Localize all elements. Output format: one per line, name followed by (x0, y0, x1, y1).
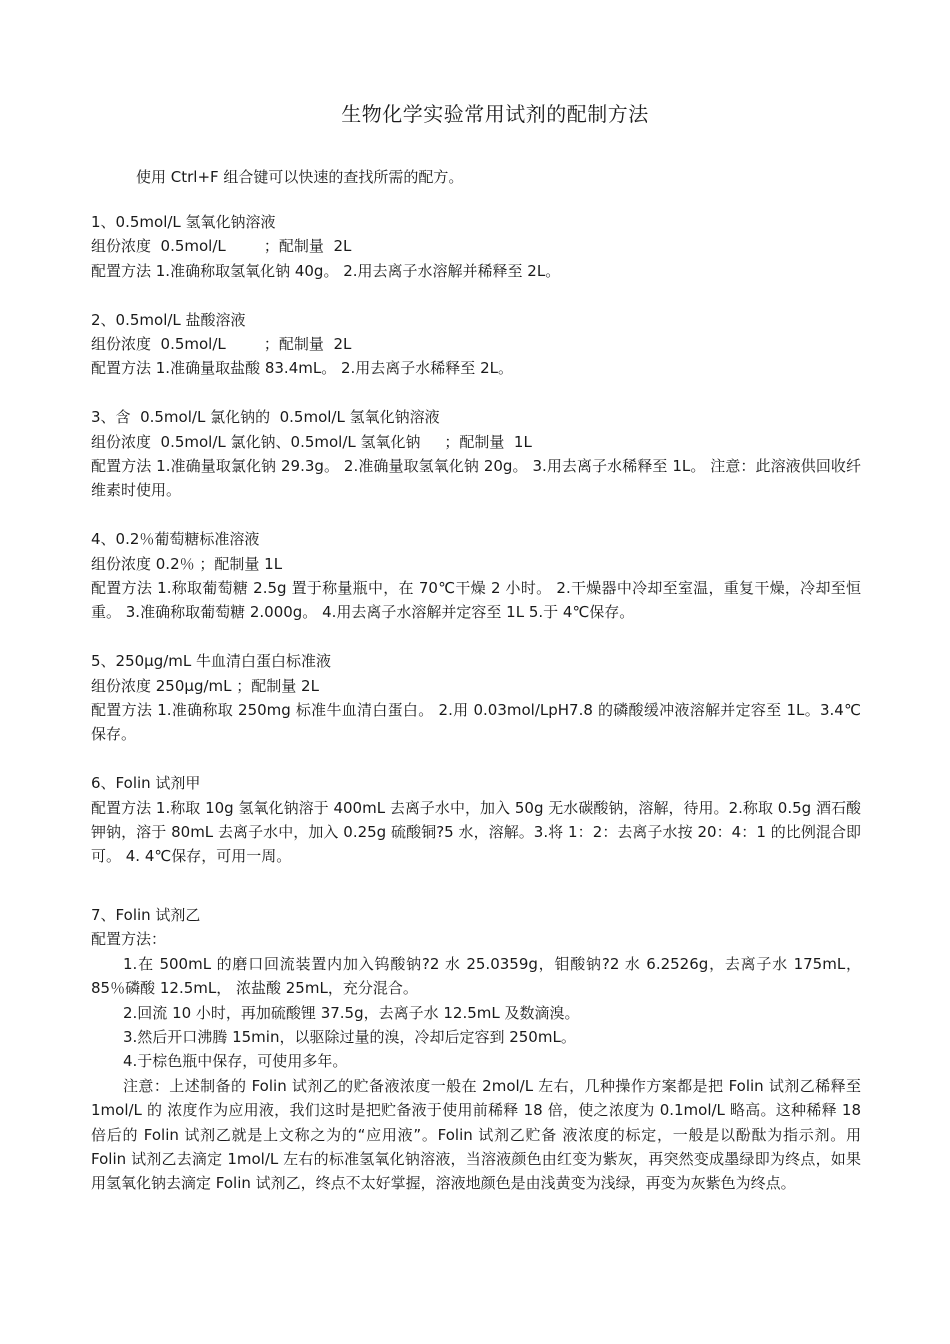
section-heading: 1、0.5mol/L 氢氧化钠溶液 (91, 213, 276, 231)
section-2 (91, 308, 861, 381)
section-3 (91, 405, 861, 503)
section-line: 配置方法 1.准确量取氯化钠 29.3g。 2.准确量取氢氧化钠 20g。 3.用去离子水稀释至 1L。 注意：此溶液供回收纤维素时使用。 (91, 457, 861, 500)
document-body (91, 210, 861, 1220)
intro-text: 使用 Ctrl+F 组合键可以快速的查找所需的配方。 (136, 168, 464, 186)
section-heading: 3、含 0.5mol/L 氯化钠的 0.5mol/L 氢氧化钠溶液 (91, 408, 440, 427)
section-heading: 6、Folin 试剂甲 (91, 774, 201, 793)
section-heading: 2、0.5mol/L 盐酸溶液 (91, 310, 246, 329)
section-line: 配置方法 1.准确称取 250mg 标准牛血清白蛋白。 2.用 0.03mol/LpH7.8 的磷酸缓冲液溶解并定容至 1L。3.4℃保存。 (91, 701, 861, 744)
section-line: 组份浓度 0.5mol/L ；配制量 2L (91, 237, 352, 256)
section-1 (91, 210, 861, 283)
method-label: 配置方法： (91, 930, 167, 949)
section-line: 配置方法 1.称取葡萄糖 2.5g 置于称量瓶中，在 70℃干燥 2 小时。 2.干燥器中冷却至室温，重复干燥，冷却至恒重。 3.准确称取葡萄糖 2.000g。 4.用去离子水溶解并定容至 1L 5.于 4℃保存。 (91, 579, 861, 622)
section-4 (91, 527, 861, 625)
step-line: 4.于棕色瓶中保存，可使用多年。 (123, 1052, 348, 1071)
section-line: 配置方法 1.称取 10g 氢氧化钠溶于 400mL 去离子水中，加入 50g 无水碳酸钠，溶解，待用。2.称取 0.5g 酒石酸钾钠，溶于 80mL 去离子水中，加入 0.25g 硫酸铜?5 水，溶解。3.将 1：2：去离子水按 20：4：1 的比例混合即可。 4. 4℃保存，可用一周。 (91, 798, 861, 866)
section-line: 配置方法 1.准确量取盐酸 83.4mL。 2.用去离子水稀释至 2L。 (91, 359, 513, 378)
section-line: 组份浓度 0.5mol/L ；配制量 2L (91, 335, 352, 354)
section-heading: 5、250μg/mL 牛血清白蛋白标准液 (91, 652, 332, 671)
section-heading: 7、Folin 试剂乙 (91, 905, 201, 924)
note-paragraph: 注意：上述制备的 Folin 试剂乙的贮备液浓度一般在 2mol/L 左右，几种操作方案都是把 Folin 试剂乙稀释至 1mol/L 的 浓度作为应用液，我们这时是把贮备液于使用前稀释 18 倍，使之浓度为 0.1mol/L 略高。这种稀释 18 倍后的 Folin 试剂乙就是上文称之为的“应用液”。Folin 试剂乙贮备 液浓度的标定，一般是以酚酞为指示剂。用 Folin 试剂乙去滴定 1mol/L 左右的标准氢氧化钠溶液，当溶液颜色由红变为紫灰，再突然变成墨绿即为终点，如果用氢氧化钠去滴定 Folin 试剂乙，终点不太好掌握，溶液地颜色是由浅黄变为浅绿，再变为灰紫色为终点。 (91, 1076, 861, 1193)
page-title: 生物化学实验常用试剂的配制方法 (341, 102, 649, 126)
section-line: 配置方法 1.准确称取氢氧化钠 40g。 2.用去离子水溶解并稀释至 2L。 (91, 261, 561, 280)
section-heading: 4、0.2％葡萄糖标准溶液 (91, 530, 260, 549)
section-line: 组份浓度 0.2％ ；配制量 1L (91, 554, 283, 573)
section-line: 组份浓度 0.5mol/L 氯化钠、0.5mol/L 氢氧化钠 ；配制量 1L (91, 432, 532, 451)
section-line: 组份浓度 250μg/mL ；配制量 2L (91, 676, 319, 695)
step-line: 1.在 500mL 的磨口回流装置内加入钨酸钠?2 水 25.0359g，钼酸钠?2 水 6.2526g，去离子水 175mL，85％磷酸 12.5mL， 浓盐酸 25mL，充分混合。 (91, 954, 861, 998)
section-5 (91, 649, 861, 747)
step-line: 3.然后开口沸腾 15min，以驱除过量的溴，冷却后定容到 250mL。 (123, 1027, 576, 1046)
section-6 (91, 771, 861, 869)
section-7 (91, 903, 861, 1196)
step-line: 2.回流 10 小时，再加硫酸锂 37.5g，去离子水 12.5mL 及数滴溴。 (123, 1003, 580, 1022)
